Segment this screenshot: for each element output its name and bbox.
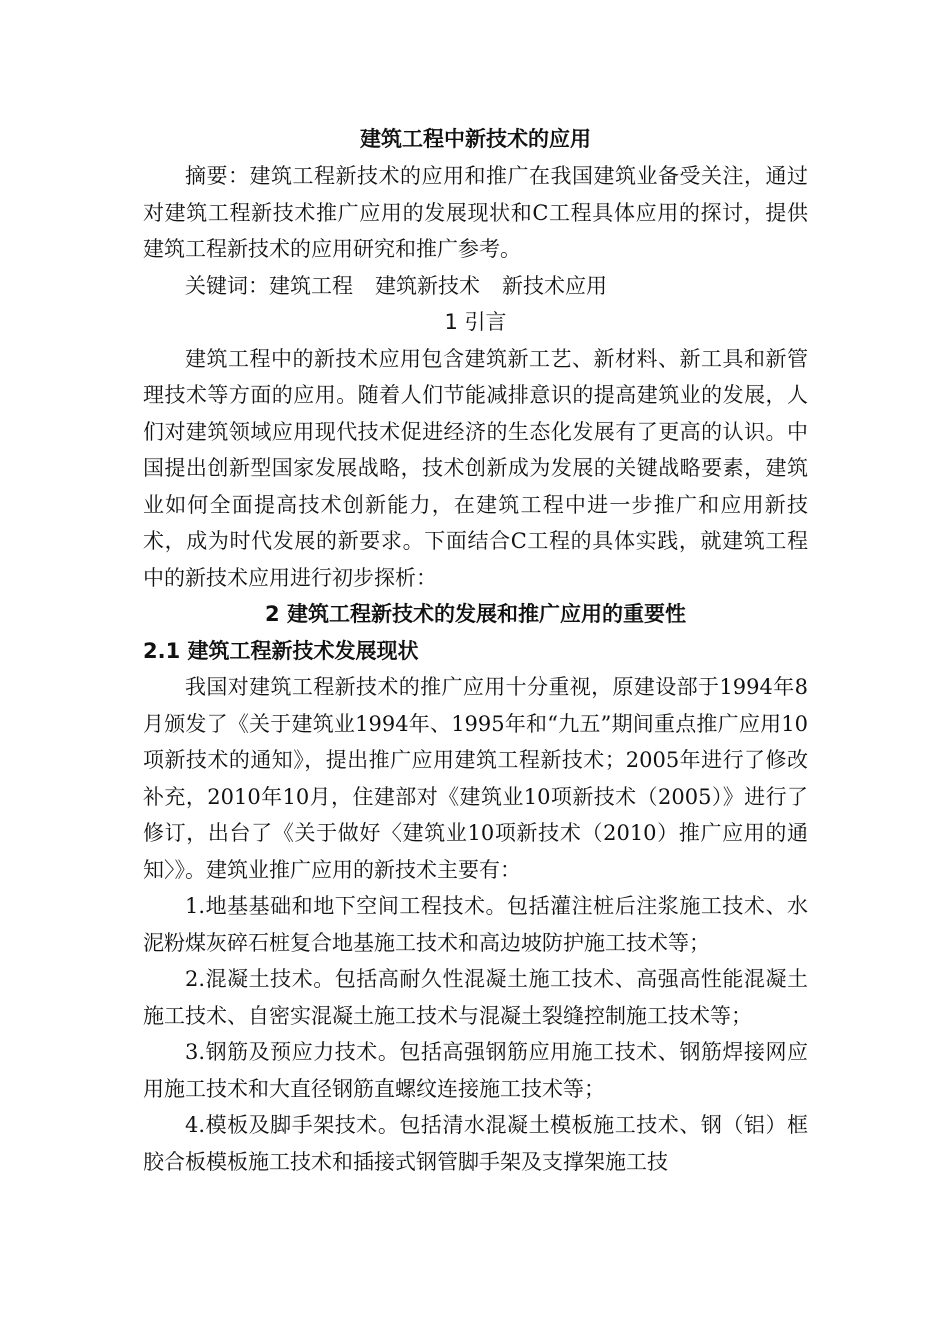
section-1-heading: 1 引言: [444, 310, 507, 334]
document-body: [143, 120, 808, 1180]
list-item: 2.混凝土技术。包括高耐久性混凝土施工技术、高强高性能混凝土施工技术、自密实混凝土施工技术与混凝土裂缝控制施工技术等；: [143, 967, 808, 1028]
section-2-heading: 2 建筑工程新技术的发展和推广应用的重要性: [265, 602, 686, 626]
document-title: 建筑工程中新技术的应用: [360, 127, 591, 151]
section-2-1-heading: 2.1 建筑工程新技术发展现状: [143, 638, 419, 663]
keyword-item: 建筑新技术: [375, 273, 480, 298]
list-item: 3.钢筋及预应力技术。包括高强钢筋应用施工技术、钢筋焊接网应用施工技术和大直径钢筋直螺纹连接施工技术等；: [143, 1040, 808, 1101]
abstract-label: 摘要：: [185, 164, 250, 188]
list-item: 4.模板及脚手架技术。包括清水混凝土模板施工技术、钢（铝）框胶合板模板施工技术和插接式钢管脚手架及支撑架施工技: [143, 1113, 808, 1174]
abstract-paragraph: [143, 158, 808, 268]
keyword-item: 建筑工程: [269, 273, 353, 298]
abstract-text: 建筑工程新技术的应用和推广在我国建筑业备受关注，通过对建筑工程新技术推广应用的发展现状和C工程具体应用的探讨，提供建筑工程新技术的应用研究和推广参考。: [143, 164, 808, 261]
section-2-1-paragraph: 我国对建筑工程新技术的推广应用十分重视，原建设部于1994年8月颁发了《关于建筑业1994年、1995年和“九五”期间重点推广应用10项新技术的通知》，提出推广应用建筑工程新技术；2005年进行了修改补充，2010年10月，住建部对《建筑业10项新技术（2005）》进行了修订，出台了《关于做好〈建筑业10项新技术（2010）推广应用的通知〉》。建筑业推广应用的新技术主要有：: [143, 675, 808, 882]
section-1-paragraph: 建筑工程中的新技术应用包含建筑新工艺、新材料、新工具和新管理技术等方面的应用。随着人们节能减排意识的提高建筑业的发展，人们对建筑领域应用现代技术促进经济的生态化发展有了更高的认识。中国提出创新型国家发展战略，技术创新成为发展的关键战略要素，建筑业如何全面提高技术创新能力，在建筑工程中进一步推广和应用新技术，成为时代发展的新要求。下面结合C工程的具体实践，就建筑工程中的新技术应用进行初步探析：: [143, 346, 808, 590]
keyword-item: 新技术应用: [502, 273, 607, 298]
list-item: 1.地基基础和地下空间工程技术。包括灌注桩后注浆施工技术、水泥粉煤灰碎石桩复合地基施工技术和高边坡防护施工技术等；: [143, 894, 808, 955]
keywords-line: [143, 268, 808, 305]
keywords-label: 关键词：: [185, 273, 269, 298]
